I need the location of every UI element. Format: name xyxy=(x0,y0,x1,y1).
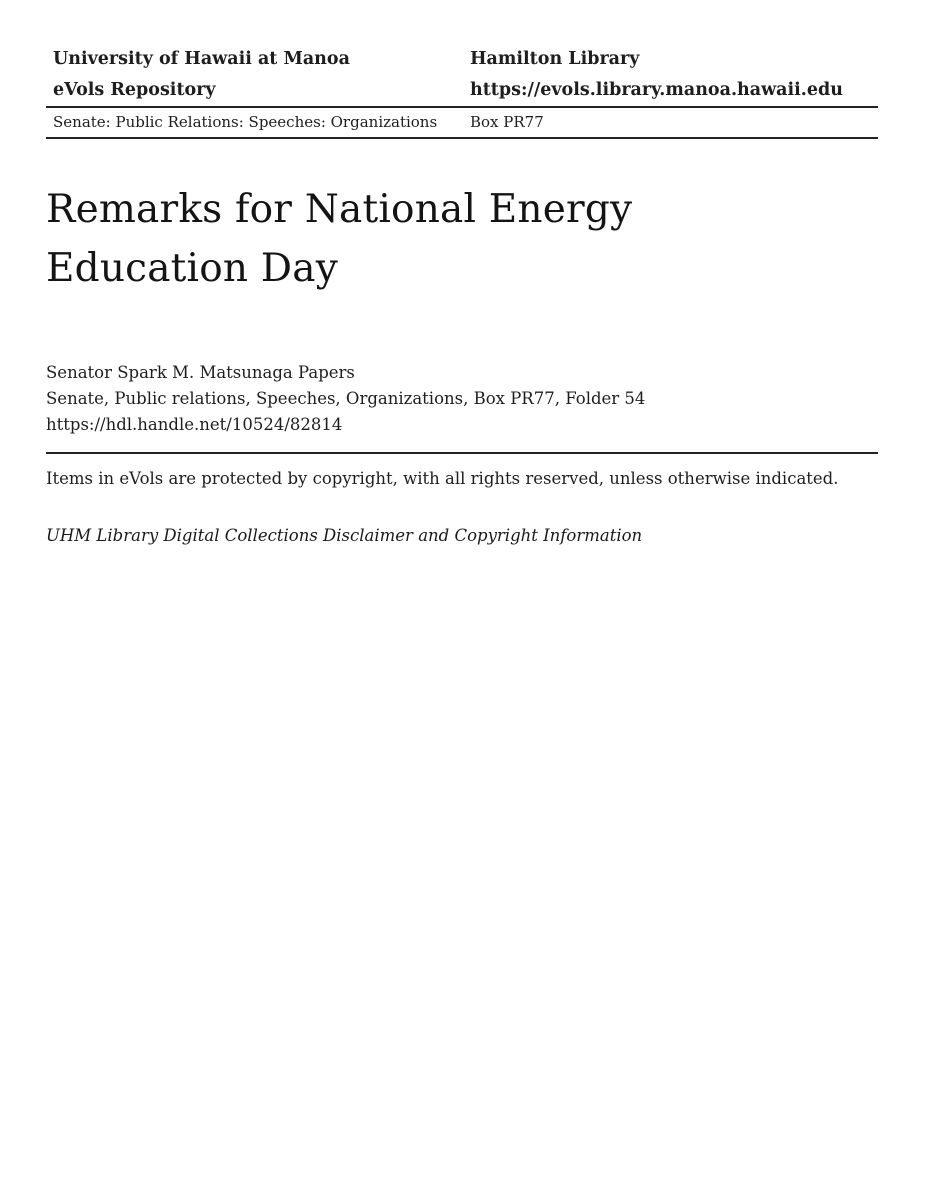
document-title-line-1: Remarks for National Energy xyxy=(46,187,633,232)
box-number: Box PR77 xyxy=(470,113,544,131)
item-metadata xyxy=(46,360,878,438)
disclaimer-link[interactable]: UHM Library Digital Collections Disclaimer and Copyright Information xyxy=(46,526,643,545)
collection-title: Senator Spark M. Matsunaga Papers xyxy=(46,363,355,382)
header-left-column xyxy=(46,44,470,106)
institution-name: University of Hawaii at Manoa xyxy=(53,49,350,69)
header-sub-row xyxy=(46,108,878,137)
item-location: Senate, Public relations, Speeches, Organizations, Box PR77, Folder 54 xyxy=(46,389,646,408)
document-header xyxy=(46,44,878,139)
copyright-notice: Items in eVols are protected by copyright, with all rights reserved, unless otherwise indicated. xyxy=(46,469,839,488)
header-divider-bottom xyxy=(46,137,878,139)
handle-url-link[interactable]: https://hdl.handle.net/10524/82814 xyxy=(46,415,343,434)
footer-divider xyxy=(46,452,878,454)
header-top-row xyxy=(46,44,878,106)
document-title xyxy=(46,180,878,298)
repository-name: eVols Repository xyxy=(53,80,216,100)
library-name: Hamilton Library xyxy=(470,49,640,69)
document-title-line-2: Education Day xyxy=(46,246,338,291)
repository-url: https://evols.library.manoa.hawaii.edu xyxy=(470,80,843,100)
header-right-column xyxy=(470,44,878,106)
collection-path: Senate: Public Relations: Speeches: Organizations xyxy=(53,113,438,131)
